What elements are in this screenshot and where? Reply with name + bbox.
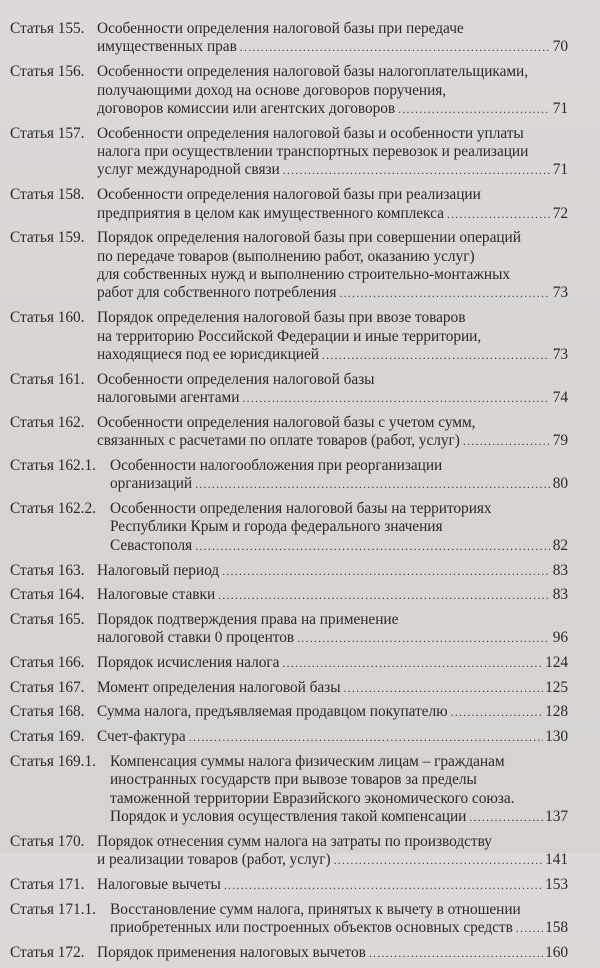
page-number: 79 bbox=[552, 432, 568, 450]
dot-leader bbox=[224, 876, 543, 894]
toc-entry bbox=[10, 63, 568, 118]
title-line: договоров комиссии или агентских договоров bbox=[97, 99, 396, 117]
toc-entry bbox=[10, 679, 568, 697]
dot-leader bbox=[189, 728, 543, 746]
article-number: Статья 166. bbox=[10, 654, 85, 672]
page-number: 80 bbox=[552, 475, 568, 493]
article-number: Статья 171. bbox=[10, 875, 85, 893]
article-title bbox=[97, 703, 568, 721]
article-title bbox=[97, 833, 568, 870]
dot-leader bbox=[339, 284, 550, 302]
title-line: Особенности определения налоговой базы при передаче bbox=[97, 20, 464, 37]
article-title bbox=[97, 125, 568, 180]
title-last-line bbox=[110, 808, 568, 826]
article-title bbox=[110, 901, 568, 938]
article-number: Статья 162.2. bbox=[10, 500, 96, 518]
title-line: Особенности определения налоговой базы при реализации bbox=[97, 186, 481, 204]
title-line: связанных с расчетами по оплате товаров (работ, услуг) bbox=[97, 432, 460, 450]
page-number: 73 bbox=[552, 284, 568, 302]
dot-leader bbox=[242, 389, 550, 407]
page-number: 70 bbox=[552, 38, 568, 56]
article-number: Статья 168. bbox=[10, 703, 85, 721]
article-title bbox=[97, 562, 568, 580]
toc-entry bbox=[10, 186, 568, 223]
title-last-line bbox=[97, 38, 568, 56]
title-last-line bbox=[97, 654, 568, 672]
page-number: 137 bbox=[545, 808, 568, 826]
article-title bbox=[97, 229, 568, 303]
article-number: Статья 170. bbox=[10, 832, 85, 850]
title-line: Порядок определения налоговой базы при совершении операций bbox=[97, 229, 521, 247]
toc-entry bbox=[10, 309, 568, 364]
title-last-line bbox=[97, 876, 568, 894]
article-number: Статья 162. bbox=[10, 413, 85, 431]
title-last-line bbox=[97, 679, 568, 697]
title-last-line bbox=[97, 389, 568, 407]
page-number: 124 bbox=[545, 654, 568, 672]
dot-leader bbox=[344, 679, 544, 697]
title-line: и реализации товаров (работ, услуг) bbox=[97, 851, 331, 869]
toc-entry bbox=[10, 654, 568, 672]
dot-leader bbox=[322, 346, 550, 364]
page-number: 96 bbox=[552, 629, 568, 647]
title-last-line bbox=[97, 205, 568, 223]
article-title bbox=[97, 611, 568, 648]
title-line: по передаче товаров (выполнению работ, оказанию услуг) bbox=[97, 247, 475, 265]
title-line: налога при осуществлении транспортных перевозок и реализации bbox=[97, 143, 529, 161]
title-last-line bbox=[110, 475, 568, 493]
toc-entry bbox=[10, 586, 568, 604]
page-number: 83 bbox=[552, 561, 568, 579]
title-last-line bbox=[97, 629, 568, 647]
dot-leader bbox=[447, 205, 550, 223]
title-line: для собственных нужд и выполнению строительно-монтажных bbox=[97, 266, 511, 284]
article-title bbox=[97, 876, 568, 894]
title-last-line bbox=[97, 586, 568, 604]
toc-entry bbox=[10, 414, 568, 451]
page-number: 141 bbox=[545, 851, 568, 869]
title-line: иностранных государств при вывозе товаров за пределы bbox=[110, 771, 477, 789]
title-last-line bbox=[97, 562, 568, 580]
toc-entry bbox=[10, 901, 568, 938]
toc-entry bbox=[10, 371, 568, 408]
article-number: Статья 161. bbox=[10, 370, 85, 388]
article-title bbox=[97, 679, 568, 697]
title-last-line bbox=[97, 944, 568, 962]
title-line: Счет-фактура bbox=[97, 728, 186, 746]
dot-leader bbox=[334, 851, 543, 869]
article-title bbox=[110, 500, 568, 555]
title-last-line bbox=[97, 284, 568, 302]
page-number: 71 bbox=[552, 99, 568, 117]
dot-leader bbox=[222, 562, 550, 580]
page-number: 130 bbox=[545, 728, 568, 746]
title-line: Порядок и условия осуществления такой компенсации bbox=[110, 808, 467, 826]
article-number: Статья 163. bbox=[10, 561, 85, 579]
dot-leader bbox=[451, 703, 544, 721]
title-line: Особенности определения налоговой базы bbox=[97, 370, 375, 388]
title-line: Момент определения налоговой базы bbox=[97, 678, 341, 696]
article-title bbox=[97, 20, 568, 57]
toc-entry bbox=[10, 833, 568, 870]
title-line: на территорию Российской Федерации и иные территории, bbox=[97, 327, 482, 345]
title-line: приобретенных или построенных объектов основных средств bbox=[110, 919, 513, 936]
dot-leader bbox=[195, 537, 550, 555]
article-title bbox=[97, 654, 568, 672]
title-line: услуг международной связи bbox=[97, 161, 280, 179]
toc-entry bbox=[10, 457, 568, 494]
title-line: Особенности определения налоговой базы на территориях bbox=[110, 500, 492, 518]
title-last-line bbox=[110, 537, 568, 555]
article-title bbox=[97, 728, 568, 746]
title-line: находящиеся под ее юрисдикцией bbox=[97, 345, 319, 363]
title-last-line bbox=[97, 100, 568, 118]
title-line: Сумма налога, предъявляемая продавцом покупателю bbox=[97, 703, 448, 721]
article-title bbox=[97, 414, 568, 451]
dot-leader bbox=[195, 475, 550, 493]
page-number: 82 bbox=[552, 536, 568, 554]
article-title bbox=[97, 371, 568, 408]
title-last-line bbox=[97, 851, 568, 869]
title-last-line bbox=[97, 703, 568, 721]
article-number: Статья 155. bbox=[10, 20, 85, 37]
page-number: 158 bbox=[545, 919, 568, 936]
article-number: Статья 159. bbox=[10, 229, 85, 247]
dot-leader bbox=[218, 586, 550, 604]
article-number: Статья 165. bbox=[10, 610, 85, 628]
title-line: Особенности определения налоговой базы с учетом сумм, bbox=[97, 413, 476, 431]
article-number: Статья 162.1. bbox=[10, 456, 96, 474]
title-last-line bbox=[97, 346, 568, 364]
article-number: Статья 158. bbox=[10, 186, 85, 204]
toc-entry bbox=[10, 753, 568, 827]
page-number: 125 bbox=[545, 678, 568, 696]
title-line: Восстановление сумм налога, принятых к вычету в отношении bbox=[110, 900, 521, 918]
page-number: 160 bbox=[545, 943, 568, 961]
article-title bbox=[97, 63, 568, 118]
title-line: предприятия в целом как имущественного комплекса bbox=[97, 204, 444, 222]
dot-leader bbox=[463, 432, 550, 450]
title-line: работ для собственного потребления bbox=[97, 284, 337, 302]
article-number: Статья 171.1. bbox=[10, 900, 96, 918]
article-number: Статья 160. bbox=[10, 309, 85, 327]
title-line: Особенности определения налоговой базы и особенности уплаты bbox=[97, 124, 524, 142]
toc-entry bbox=[10, 876, 568, 894]
toc-entry bbox=[10, 703, 568, 721]
article-number: Статья 169.1. bbox=[10, 752, 96, 770]
title-last-line bbox=[97, 161, 568, 179]
toc-entry bbox=[10, 229, 568, 303]
article-title bbox=[97, 309, 568, 364]
title-line: Порядок подтверждения права на применение bbox=[97, 610, 399, 628]
toc-entry bbox=[10, 125, 568, 180]
title-line: Порядок определения налоговой базы при ввозе товаров bbox=[97, 309, 466, 327]
title-line: Компенсация суммы налога физическим лицам – гражданам bbox=[110, 752, 505, 770]
title-line: налоговыми агентами bbox=[97, 389, 240, 407]
article-number: Статья 156. bbox=[10, 63, 85, 81]
article-title bbox=[110, 457, 568, 494]
title-line: Порядок отнесения сумм налога на затраты по производству bbox=[97, 832, 492, 850]
article-title bbox=[97, 944, 568, 962]
title-line: Порядок исчисления налога bbox=[97, 654, 280, 672]
title-line: организаций bbox=[110, 475, 193, 493]
title-line: таможенной территории Евразийского экономического союза. bbox=[110, 789, 515, 807]
dot-leader bbox=[469, 808, 543, 826]
page-number: 153 bbox=[545, 875, 568, 893]
page-number: 71 bbox=[552, 161, 568, 179]
dot-leader bbox=[297, 629, 550, 647]
article-number: Статья 172. bbox=[10, 943, 85, 961]
page-number: 73 bbox=[552, 345, 568, 363]
toc-entry bbox=[10, 728, 568, 746]
article-number: Статья 157. bbox=[10, 124, 85, 142]
title-line: Налоговый период bbox=[97, 561, 220, 579]
title-line: налоговой ставки 0 процентов bbox=[97, 629, 295, 647]
title-line: Порядок применения налоговых вычетов bbox=[97, 943, 366, 961]
table-of-contents bbox=[10, 20, 568, 968]
page-number: 74 bbox=[552, 389, 568, 407]
dot-leader bbox=[282, 654, 543, 672]
toc-entry bbox=[10, 611, 568, 648]
title-line: получающими доход на основе договоров поручения, bbox=[97, 81, 447, 99]
toc-entry bbox=[10, 20, 568, 57]
title-line: имущественных прав bbox=[97, 38, 237, 56]
article-title bbox=[97, 586, 568, 604]
dot-leader bbox=[369, 944, 543, 962]
title-last-line bbox=[97, 728, 568, 746]
article-number: Статья 164. bbox=[10, 586, 85, 604]
title-line: Особенности определения налоговой базы налогоплательщиками, bbox=[97, 63, 529, 81]
page-number: 72 bbox=[552, 204, 568, 222]
article-title bbox=[110, 753, 568, 827]
page-number: 128 bbox=[545, 703, 568, 721]
article-title bbox=[97, 186, 568, 223]
title-line: Севастополя bbox=[110, 536, 193, 554]
title-line: Налоговые вычеты bbox=[97, 875, 221, 893]
title-line: Особенности налогообложения при реорганизации bbox=[110, 456, 443, 474]
dot-leader bbox=[240, 38, 550, 56]
title-line: Республики Крым и города федерального значения bbox=[110, 518, 443, 536]
title-last-line bbox=[97, 432, 568, 450]
dot-leader bbox=[283, 161, 550, 179]
dot-leader bbox=[516, 919, 543, 937]
title-last-line bbox=[110, 919, 568, 937]
toc-entry bbox=[10, 500, 568, 555]
toc-entry bbox=[10, 944, 568, 962]
page-number: 83 bbox=[552, 586, 568, 604]
article-number: Статья 169. bbox=[10, 728, 85, 746]
toc-entry bbox=[10, 562, 568, 580]
title-line: Налоговые ставки bbox=[97, 586, 216, 604]
article-number: Статья 167. bbox=[10, 678, 85, 696]
dot-leader bbox=[398, 100, 550, 118]
